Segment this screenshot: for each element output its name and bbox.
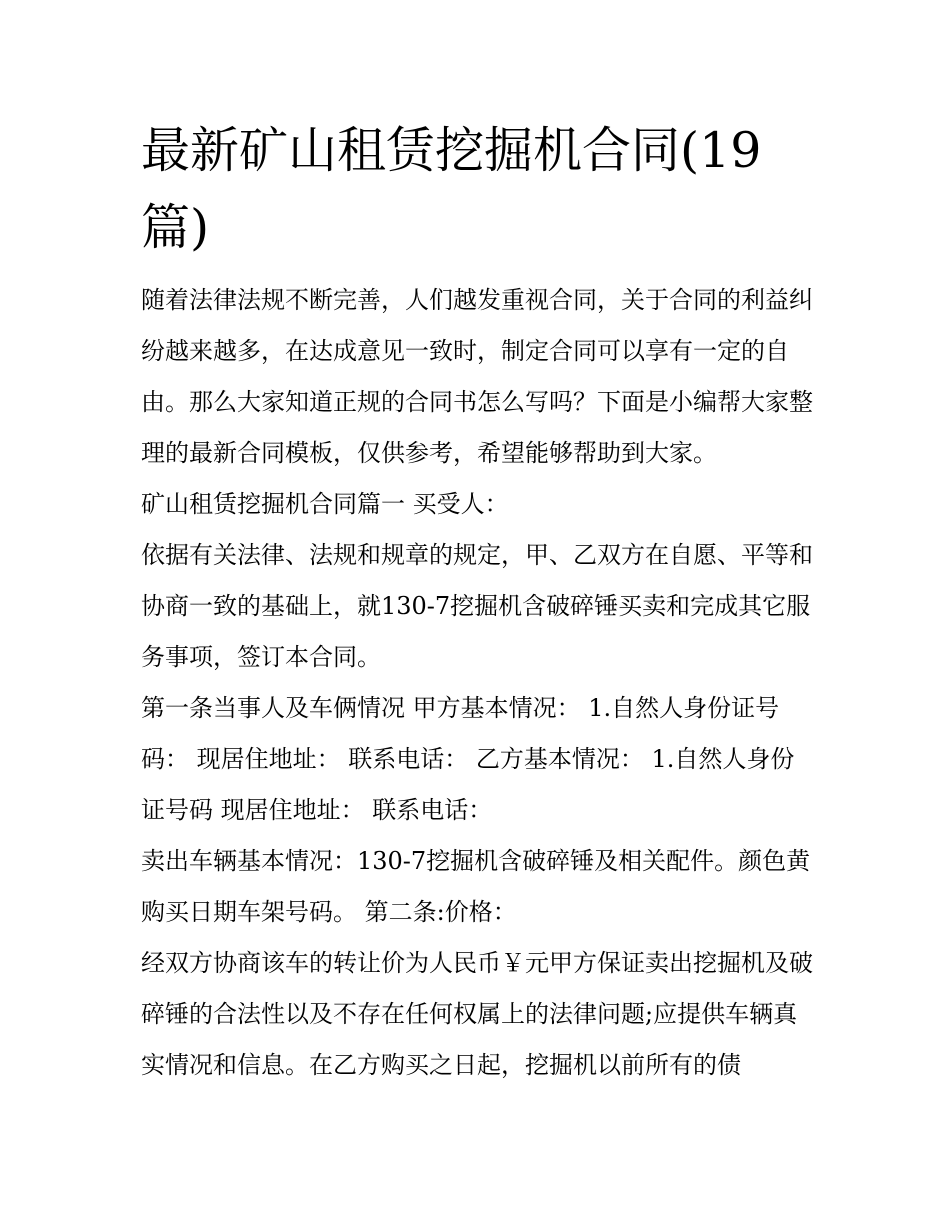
- paragraph-price: 经双方协商该车的转让价为人民币￥元甲方保证卖出挖掘机及破碎锤的合法性以及不存在任何权属上的法律问题;应提供车辆真实情况和信息。在乙方购买之日起，挖掘机以前所有的债: [141, 949, 813, 1079]
- paragraph-section-heading: 矿山租赁挖掘机合同篇一 买受人：: [141, 490, 509, 518]
- paragraph-vehicle-info: 卖出车辆基本情况：130-7挖掘机含破碎锤及相关配件。颜色黄购买日期车架号码。 第二条:价格：: [141, 847, 811, 926]
- paragraph-intro: 随着法律法规不断完善，人们越发重视合同，关于合同的利益纠纷越来越多，在达成意见一致时，制定合同可以享有一定的自由。那么大家知道正规的合同书怎么写吗？下面是小编帮大家整理的最新合同模板，仅供参考，希望能够帮助到大家。: [141, 286, 813, 467]
- paragraph-basis: 依据有关法律、法规和规章的规定，甲、乙双方在自愿、平等和协商一致的基础上，就130-7挖掘机含破碎锤买卖和完成其它服务事项，签订本合同。: [141, 541, 813, 671]
- paragraph-article-one: 第一条当事人及车俩情况 甲方基本情况： 1.自然人身份证号码： 现居住地址： 联系电话： 乙方基本情况： 1.自然人身份证号码 现居住地址： 联系电话：: [141, 694, 795, 824]
- document-title: 最新矿山租赁挖掘机合同(19篇): [141, 122, 762, 256]
- document-body: [141, 275, 813, 1091]
